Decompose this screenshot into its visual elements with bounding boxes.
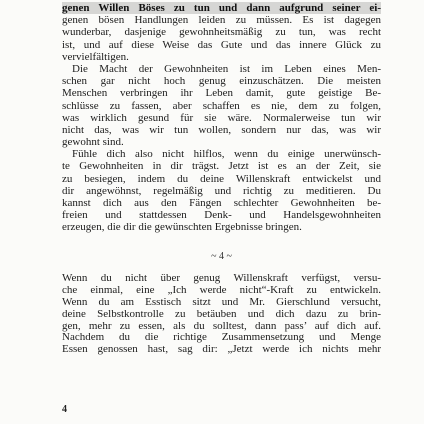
text-line: Menschen verbringen ihr Leben damit, gute geistige Be- bbox=[62, 87, 381, 100]
text-line: genen bösen Handlungen leiden zu müssen. Es ist dagegen bbox=[62, 14, 381, 27]
text-line: erzeugen, die dir die gewünschten Ergebnisse bringen. bbox=[62, 221, 302, 234]
text-line: Essen genossen hast, sag dir: „Jetzt werde ich nichts mehr bbox=[62, 344, 381, 356]
text-line: zu besiegen, indem du deine Willenskraft entwickelst und bbox=[62, 172, 381, 185]
page-number: 4 bbox=[62, 404, 67, 415]
paragraph-willpower bbox=[62, 273, 381, 356]
text-line: schlüsse zu fassen, aber schaffen es nie, dem zu folgen, bbox=[62, 99, 381, 112]
text-line: Nachdem du die richtige Zusammensetzung und Menge bbox=[62, 332, 381, 344]
text-line: che einmal, eine „Ich werde nicht“-Kraft zu entwickeln. bbox=[62, 284, 381, 296]
text-line: Wenn du am Esstisch sitzt und Mr. Gierschlund versucht, bbox=[62, 296, 381, 308]
text-line: te Gewohnheiten in dir trägst. Jetzt ist es an der Zeit, sie bbox=[62, 160, 381, 173]
text-line: Die Macht der Gewohnheiten ist im Leben eines Men- bbox=[72, 62, 381, 75]
paragraph-continuation bbox=[62, 2, 381, 63]
text-line: Wenn du nicht über genug Willenskraft verfügst, versu- bbox=[62, 273, 381, 284]
paragraph-helpless bbox=[62, 148, 381, 233]
top-text-block bbox=[62, 2, 381, 234]
text-line: schen gar nicht hoch genug einzuschätzen. Die meisten bbox=[62, 75, 381, 88]
text-line: dir angewöhnst, regelmäßig und richtig zu meditieren. Du bbox=[62, 184, 381, 197]
text-line: wunderbar, dasjenige gewohnheitsmäßig zu tun, was recht bbox=[62, 26, 381, 39]
text-line: kannst dich aus den Fängen schlechter Gewohnheiten be- bbox=[62, 197, 381, 209]
text-line: deine Selbstkontrolle zu betäuben und dich dazu zu brin- bbox=[62, 308, 381, 320]
text-line: was wirklich gesund für sie wäre. Normalerweise tun wir bbox=[62, 111, 381, 124]
text-line: Fühle dich also nicht hilflos, wenn du einige unerwünsch- bbox=[72, 148, 381, 161]
text-line: freien und stattdessen Denk- und Handelsgewohnheiten bbox=[62, 209, 381, 222]
text-line: gewohnt sind. bbox=[62, 136, 124, 149]
text-line: ist, und auf diese Weise das Gute und das innere Glück zu bbox=[62, 38, 381, 51]
section-separator: ~ 4 ~ bbox=[211, 251, 232, 262]
text-line: gen, mehr zu essen, als du solltest, dann pass’ auf dich auf. bbox=[62, 320, 381, 332]
paragraph-habits bbox=[62, 63, 381, 148]
bottom-text-block bbox=[62, 273, 381, 356]
text-line: genen Willen Böses zu tun und dann aufgrund seiner ei- bbox=[62, 2, 381, 14]
text-line: nicht das, was wir tun wollen, sondern nur das, was wir bbox=[62, 123, 381, 136]
text-line: vervielfältigen. bbox=[62, 50, 129, 63]
